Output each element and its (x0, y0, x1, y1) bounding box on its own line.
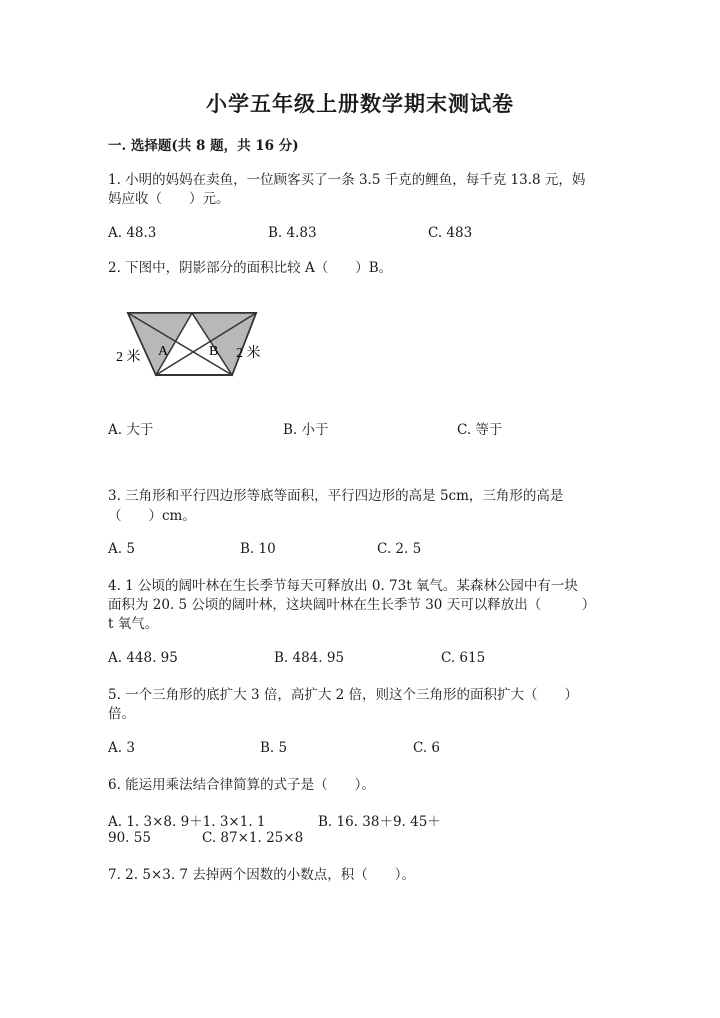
question-1-line-2: 妈应收（ ）元。 (108, 191, 230, 207)
question-4-line-3: t 氧气。 (108, 616, 159, 632)
question-4-line-1: 4. 1 公顷的阔叶林在生长季节每天可释放出 0. 73t 氧气。某森林公园中有一块 (108, 578, 578, 594)
section-heading: 一. 选择题(共 8 题，共 16 分) (108, 138, 299, 154)
figure-label-b: B (209, 344, 219, 359)
question-3-line-1: 3. 三角形和平行四边形等底等面积，平行四边形的高是 5cm，三角形的高是 (108, 488, 564, 504)
question-6-option-b-continued: 90. 55 (108, 830, 151, 846)
question-4-option-c: C. 615 (441, 650, 486, 666)
question-1-option-b: B. 4.83 (268, 225, 317, 241)
question-6-option-c: C. 87×1. 25×8 (202, 830, 304, 846)
question-4-option-b: B. 484. 95 (274, 650, 345, 666)
question-3-line-2: （ ）cm。 (108, 508, 196, 524)
question-6-option-b: B. 16. 38＋9. 45＋ (318, 814, 441, 830)
question-4-option-a: A. 448. 95 (108, 650, 178, 666)
question-2-option-b: B. 小于 (283, 422, 329, 438)
question-1-option-c: C. 483 (428, 225, 473, 241)
question-2-line-1: 2. 下图中，阴影部分的面积比较 A（ ）B。 (108, 260, 393, 276)
question-7-line-1: 7. 2. 5×3. 7 去掉两个因数的小数点，积（ ）。 (108, 867, 416, 883)
question-1-option-a: A. 48.3 (108, 225, 157, 241)
question-2-option-a: A. 大于 (108, 422, 154, 438)
question-6-line-1: 6. 能运用乘法结合律简算的式子是（ ）。 (108, 777, 375, 793)
question-5-line-2: 倍。 (108, 706, 135, 722)
figure-label-a: A (158, 344, 169, 359)
question-3-option-a: A. 5 (108, 541, 135, 557)
figure-left-length: 2 米 (116, 350, 141, 365)
question-3-option-c: C. 2. 5 (377, 541, 422, 557)
question-5-option-a: A. 3 (108, 740, 135, 756)
question-5-line-1: 5. 一个三角形的底扩大 3 倍，高扩大 2 倍，则这个三角形的面积扩大（ ） (108, 687, 579, 703)
shaded-triangle-b (192, 313, 256, 375)
trapezoid-figure (106, 305, 274, 381)
page-title: 小学五年级上册数学期末测试卷 (206, 91, 514, 116)
question-4-line-2: 面积为 20. 5 公顷的阔叶林，这块阔叶林在生长季节 30 天可以释放出（ ） (108, 597, 596, 613)
question-5-option-c: C. 6 (413, 740, 441, 756)
question-2-option-c: C. 等于 (457, 422, 503, 438)
question-5-option-b: B. 5 (260, 740, 288, 756)
question-6-option-a: A. 1. 3×8. 9＋1. 3×1. 1 (108, 814, 266, 830)
figure-right-length: 2 米 (236, 346, 261, 361)
question-1-line-1: 1. 小明的妈妈在卖鱼，一位顾客买了一条 3.5 千克的鲤鱼，每千克 13.8 元，妈 (108, 172, 586, 188)
question-3-option-b: B. 10 (240, 541, 276, 557)
